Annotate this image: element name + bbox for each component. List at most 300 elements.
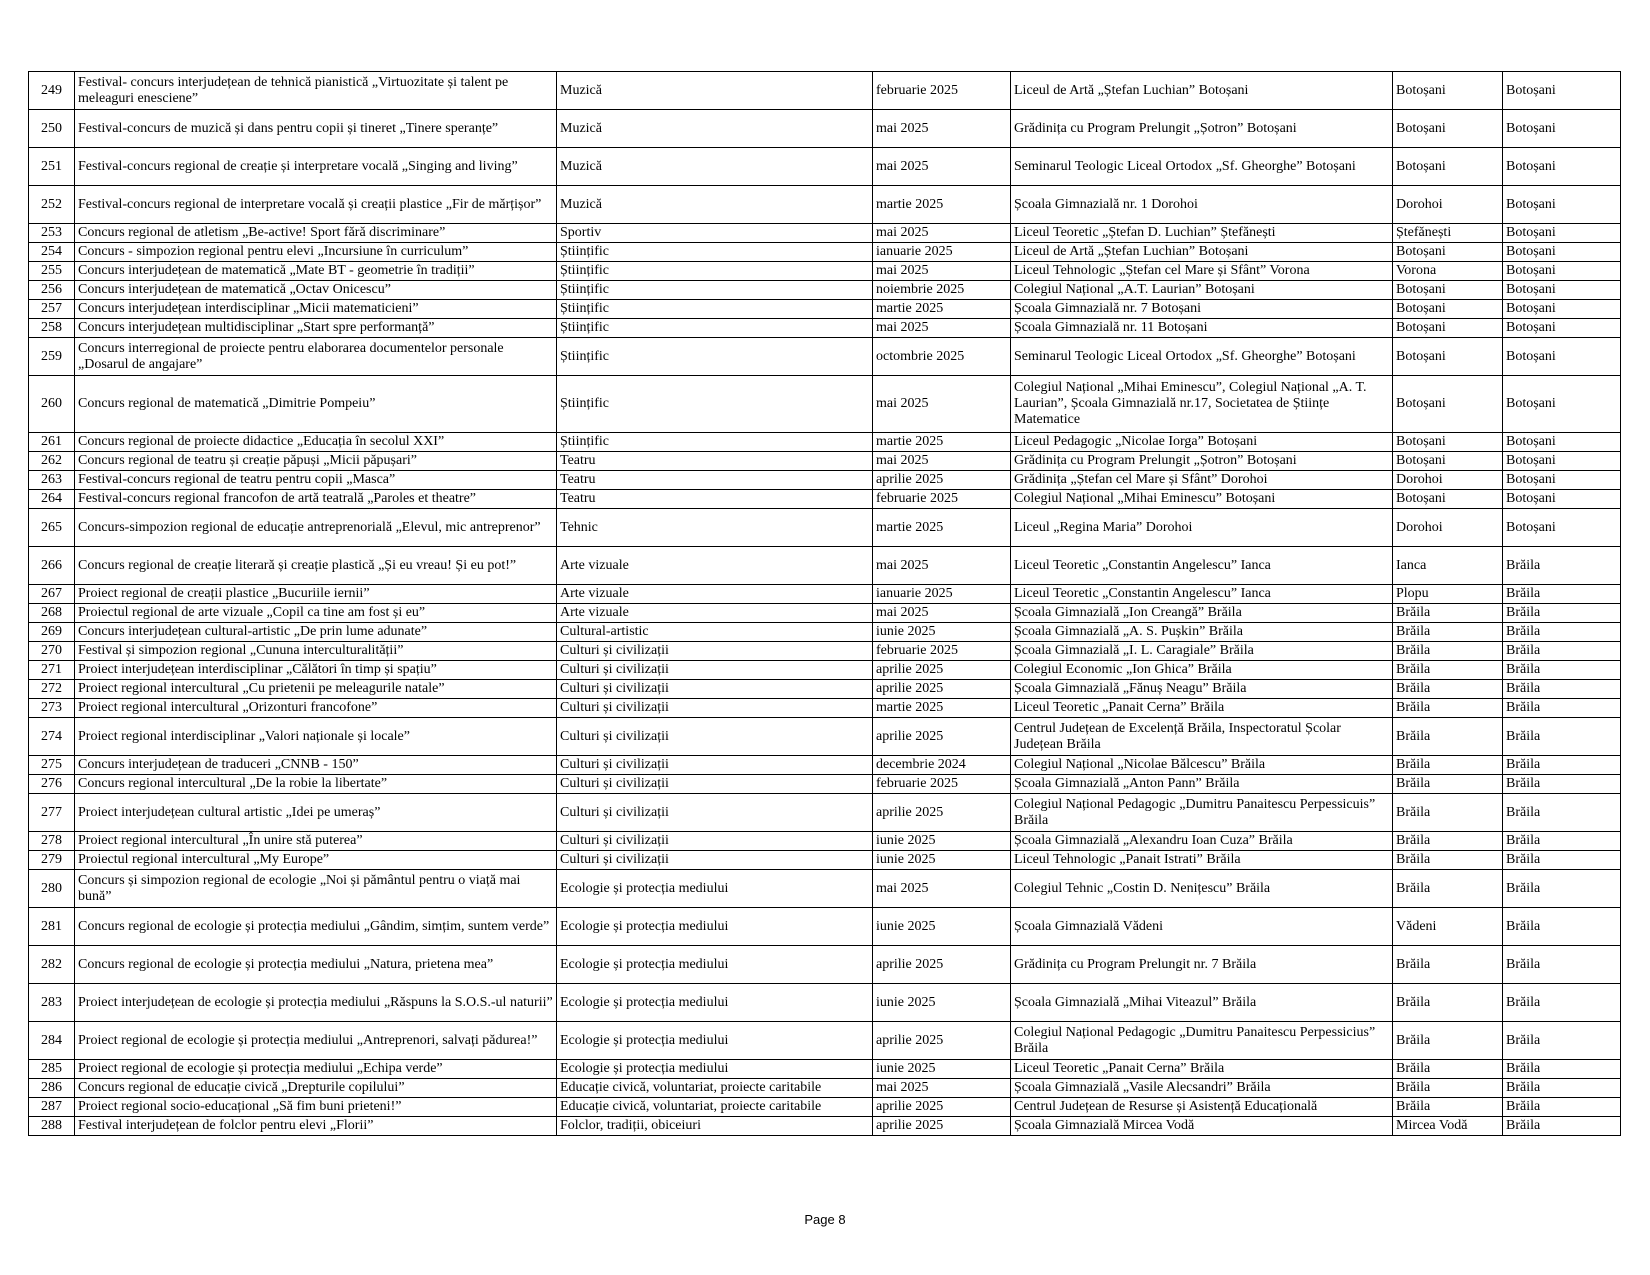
- event-date: mai 2025: [873, 870, 1011, 908]
- event-county: Brăila: [1503, 680, 1621, 699]
- event-county: Botoșani: [1503, 433, 1621, 452]
- event-name: Proiect regional intercultural „Orizonturi francofone”: [75, 699, 557, 718]
- event-name: Proiect interjudețean cultural artistic „Idei pe umeraș”: [75, 794, 557, 832]
- event-organizer: Colegiul Național Pedagogic „Dumitru Panaitescu Perpessicius” Brăila: [1011, 1022, 1393, 1060]
- event-locality: Brăila: [1393, 642, 1503, 661]
- event-name: Concurs regional de matematică „Dimitrie Pompeiu”: [75, 376, 557, 433]
- event-locality: Brăila: [1393, 661, 1503, 680]
- table-row: [29, 547, 1621, 585]
- event-organizer: Școala Gimnazială nr. 1 Dorohoi: [1011, 186, 1393, 224]
- row-number: 282: [29, 946, 75, 984]
- row-number: 262: [29, 452, 75, 471]
- event-name: Concurs interjudețean multidisciplinar „Start spre performanță”: [75, 319, 557, 338]
- event-domain: Teatru: [557, 452, 873, 471]
- table-row: [29, 338, 1621, 376]
- table-row: [29, 1117, 1621, 1136]
- event-organizer: Școala Gimnazială „I. L. Caragiale” Brăila: [1011, 642, 1393, 661]
- event-organizer: Liceul de Artă „Ștefan Luchian” Botoșani: [1011, 72, 1393, 110]
- event-locality: Botoșani: [1393, 281, 1503, 300]
- event-organizer: Școala Gimnazială „Alexandru Ioan Cuza” Brăila: [1011, 832, 1393, 851]
- event-date: ianuarie 2025: [873, 585, 1011, 604]
- event-domain: Culturi și civilizații: [557, 775, 873, 794]
- row-number: 287: [29, 1098, 75, 1117]
- table-row: [29, 262, 1621, 281]
- event-county: Brăila: [1503, 623, 1621, 642]
- event-locality: Botoșani: [1393, 452, 1503, 471]
- event-organizer: Seminarul Teologic Liceal Ortodox „Sf. Gheorghe” Botoșani: [1011, 148, 1393, 186]
- event-organizer: Liceul Teoretic „Constantin Angelescu” Ianca: [1011, 585, 1393, 604]
- event-name: Proiectul regional intercultural „My Europe”: [75, 851, 557, 870]
- event-name: Festival interjudețean de folclor pentru elevi „Florii”: [75, 1117, 557, 1136]
- event-name: Proiect regional interdisciplinar „Valori naționale și locale”: [75, 718, 557, 756]
- event-date: mai 2025: [873, 1079, 1011, 1098]
- event-name: Concurs interjudețean de traduceri „CNNB - 150”: [75, 756, 557, 775]
- row-number: 274: [29, 718, 75, 756]
- event-county: Brăila: [1503, 642, 1621, 661]
- event-county: Brăila: [1503, 1060, 1621, 1079]
- event-county: Botoșani: [1503, 262, 1621, 281]
- event-name: Concurs regional de educație civică „Drepturile copilului”: [75, 1079, 557, 1098]
- event-locality: Brăila: [1393, 1079, 1503, 1098]
- table-row: [29, 642, 1621, 661]
- event-locality: Botoșani: [1393, 110, 1503, 148]
- row-number: 273: [29, 699, 75, 718]
- event-date: februarie 2025: [873, 642, 1011, 661]
- event-organizer: Colegiul Național „Mihai Eminescu”, Colegiul Național „A. T. Laurian”, Școala Gimnazială nr.17, Societatea de Științe Matematice: [1011, 376, 1393, 433]
- events-table-wrapper: [28, 71, 1620, 1136]
- event-county: Botoșani: [1503, 243, 1621, 262]
- event-date: aprilie 2025: [873, 946, 1011, 984]
- table-row: [29, 72, 1621, 110]
- event-locality: Botoșani: [1393, 319, 1503, 338]
- event-domain: Muzică: [557, 148, 873, 186]
- row-number: 271: [29, 661, 75, 680]
- event-name: Festival-concurs de muzică și dans pentru copii și tineret „Tinere speranțe”: [75, 110, 557, 148]
- event-county: Botoșani: [1503, 319, 1621, 338]
- event-locality: Brăila: [1393, 756, 1503, 775]
- row-number: 257: [29, 300, 75, 319]
- event-name: Concurs regional de teatru și creație păpuși „Micii păpușari”: [75, 452, 557, 471]
- event-organizer: Liceul Pedagogic „Nicolae Iorga” Botoșani: [1011, 433, 1393, 452]
- event-county: Brăila: [1503, 1117, 1621, 1136]
- row-number: 270: [29, 642, 75, 661]
- event-domain: Culturi și civilizații: [557, 832, 873, 851]
- event-domain: Științific: [557, 338, 873, 376]
- row-number: 261: [29, 433, 75, 452]
- event-organizer: Școala Gimnazială nr. 11 Botoșani: [1011, 319, 1393, 338]
- event-county: Botoșani: [1503, 338, 1621, 376]
- row-number: 275: [29, 756, 75, 775]
- event-county: Brăila: [1503, 908, 1621, 946]
- event-organizer: Liceul Teoretic „Panait Cerna” Brăila: [1011, 1060, 1393, 1079]
- event-county: Brăila: [1503, 756, 1621, 775]
- event-domain: Arte vizuale: [557, 547, 873, 585]
- table-row: [29, 433, 1621, 452]
- event-date: octombrie 2025: [873, 338, 1011, 376]
- event-locality: Dorohoi: [1393, 186, 1503, 224]
- event-county: Botoșani: [1503, 509, 1621, 547]
- event-domain: Arte vizuale: [557, 585, 873, 604]
- event-date: aprilie 2025: [873, 471, 1011, 490]
- row-number: 268: [29, 604, 75, 623]
- event-name: Concurs regional de atletism „Be-active! Sport fără discriminare”: [75, 224, 557, 243]
- event-name: Concurs regional de proiecte didactice „Educația în secolul XXI”: [75, 433, 557, 452]
- table-row: [29, 585, 1621, 604]
- row-number: 254: [29, 243, 75, 262]
- table-row: [29, 376, 1621, 433]
- event-date: aprilie 2025: [873, 1022, 1011, 1060]
- event-name: Concurs și simpozion regional de ecologie „Noi și pământul pentru o viață mai bună”: [75, 870, 557, 908]
- event-county: Botoșani: [1503, 148, 1621, 186]
- event-domain: Științific: [557, 300, 873, 319]
- event-domain: Științific: [557, 319, 873, 338]
- event-locality: Ștefănești: [1393, 224, 1503, 243]
- event-name: Concurs interjudețean interdisciplinar „Micii matematicieni”: [75, 300, 557, 319]
- row-number: 269: [29, 623, 75, 642]
- row-number: 266: [29, 547, 75, 585]
- row-number: 277: [29, 794, 75, 832]
- event-date: iunie 2025: [873, 908, 1011, 946]
- event-county: Brăila: [1503, 1079, 1621, 1098]
- event-name: Concurs regional intercultural „De la robie la libertate”: [75, 775, 557, 794]
- event-organizer: Centrul Județean de Excelență Brăila, Inspectoratul Școlar Județean Brăila: [1011, 718, 1393, 756]
- event-domain: Științific: [557, 433, 873, 452]
- event-organizer: Școala Gimnazială „Mihai Viteazul” Brăila: [1011, 984, 1393, 1022]
- event-county: Brăila: [1503, 851, 1621, 870]
- event-date: ianuarie 2025: [873, 243, 1011, 262]
- event-domain: Teatru: [557, 490, 873, 509]
- event-locality: Brăila: [1393, 604, 1503, 623]
- table-row: [29, 490, 1621, 509]
- event-date: mai 2025: [873, 376, 1011, 433]
- table-row: [29, 756, 1621, 775]
- event-date: mai 2025: [873, 262, 1011, 281]
- row-number: 272: [29, 680, 75, 699]
- table-row: [29, 699, 1621, 718]
- row-number: 280: [29, 870, 75, 908]
- event-date: mai 2025: [873, 547, 1011, 585]
- event-date: mai 2025: [873, 452, 1011, 471]
- event-domain: Științific: [557, 281, 873, 300]
- event-domain: Ecologie și protecția mediului: [557, 984, 873, 1022]
- event-domain: Muzică: [557, 110, 873, 148]
- row-number: 279: [29, 851, 75, 870]
- table-row: [29, 984, 1621, 1022]
- event-county: Botoșani: [1503, 300, 1621, 319]
- event-date: iunie 2025: [873, 623, 1011, 642]
- event-date: iunie 2025: [873, 1060, 1011, 1079]
- event-name: Proiect interjudețean de ecologie și protecția mediului „Răspuns la S.O.S.-ul naturii”: [75, 984, 557, 1022]
- table-row: [29, 680, 1621, 699]
- event-locality: Brăila: [1393, 1060, 1503, 1079]
- event-date: aprilie 2025: [873, 1098, 1011, 1117]
- event-organizer: Colegiul Național „Nicolae Bălcescu” Brăila: [1011, 756, 1393, 775]
- event-locality: Brăila: [1393, 699, 1503, 718]
- event-county: Botoșani: [1503, 490, 1621, 509]
- event-locality: Mircea Vodă: [1393, 1117, 1503, 1136]
- event-domain: Educație civică, voluntariat, proiecte caritabile: [557, 1098, 873, 1117]
- table-row: [29, 1060, 1621, 1079]
- event-county: Botoșani: [1503, 281, 1621, 300]
- event-organizer: Școala Gimnazială „Ion Creangă” Brăila: [1011, 604, 1393, 623]
- event-locality: Botoșani: [1393, 338, 1503, 376]
- row-number: 252: [29, 186, 75, 224]
- event-locality: Botoșani: [1393, 243, 1503, 262]
- event-domain: Culturi și civilizații: [557, 756, 873, 775]
- event-date: aprilie 2025: [873, 661, 1011, 680]
- event-date: iunie 2025: [873, 832, 1011, 851]
- event-organizer: Școala Gimnazială „Fănuș Neagu” Brăila: [1011, 680, 1393, 699]
- event-organizer: Liceul Teoretic „Constantin Angelescu” Ianca: [1011, 547, 1393, 585]
- event-locality: Botoșani: [1393, 300, 1503, 319]
- event-organizer: Colegiul Tehnic „Costin D. Nenițescu” Brăila: [1011, 870, 1393, 908]
- event-domain: Culturi și civilizații: [557, 680, 873, 699]
- event-county: Botoșani: [1503, 186, 1621, 224]
- event-date: martie 2025: [873, 433, 1011, 452]
- event-locality: Brăila: [1393, 680, 1503, 699]
- event-date: martie 2025: [873, 186, 1011, 224]
- event-county: Brăila: [1503, 1098, 1621, 1117]
- table-row: [29, 832, 1621, 851]
- table-row: [29, 1022, 1621, 1060]
- event-organizer: Școala Gimnazială „Vasile Alecsandri” Brăila: [1011, 1079, 1393, 1098]
- event-locality: Botoșani: [1393, 148, 1503, 186]
- event-county: Botoșani: [1503, 471, 1621, 490]
- event-domain: Cultural-artistic: [557, 623, 873, 642]
- event-organizer: Seminarul Teologic Liceal Ortodox „Sf. Gheorghe” Botoșani: [1011, 338, 1393, 376]
- event-county: Botoșani: [1503, 72, 1621, 110]
- event-name: Proiect regional intercultural „În unire stă puterea”: [75, 832, 557, 851]
- event-date: martie 2025: [873, 509, 1011, 547]
- event-county: Botoșani: [1503, 110, 1621, 148]
- table-row: [29, 509, 1621, 547]
- row-number: 250: [29, 110, 75, 148]
- event-locality: Dorohoi: [1393, 509, 1503, 547]
- table-row: [29, 718, 1621, 756]
- event-domain: Arte vizuale: [557, 604, 873, 623]
- event-domain: Teatru: [557, 471, 873, 490]
- event-name: Concurs interregional de proiecte pentru elaborarea documentelor personale „Dosarul de angajare”: [75, 338, 557, 376]
- event-name: Festival-concurs regional francofon de artă teatrală „Paroles et theatre”: [75, 490, 557, 509]
- event-county: Brăila: [1503, 794, 1621, 832]
- event-date: iunie 2025: [873, 851, 1011, 870]
- event-county: Brăila: [1503, 984, 1621, 1022]
- event-locality: Brăila: [1393, 1098, 1503, 1117]
- row-number: 260: [29, 376, 75, 433]
- events-table: [28, 71, 1621, 1136]
- event-county: Brăila: [1503, 775, 1621, 794]
- row-number: 278: [29, 832, 75, 851]
- event-domain: Științific: [557, 376, 873, 433]
- table-row: [29, 148, 1621, 186]
- event-organizer: Grădinița cu Program Prelungit „Șotron” Botoșani: [1011, 452, 1393, 471]
- table-row: [29, 794, 1621, 832]
- table-row: [29, 1079, 1621, 1098]
- event-locality: Plopu: [1393, 585, 1503, 604]
- event-locality: Brăila: [1393, 623, 1503, 642]
- row-number: 288: [29, 1117, 75, 1136]
- row-number: 258: [29, 319, 75, 338]
- row-number: 263: [29, 471, 75, 490]
- table-row: [29, 661, 1621, 680]
- event-domain: Culturi și civilizații: [557, 718, 873, 756]
- event-locality: Dorohoi: [1393, 471, 1503, 490]
- event-date: mai 2025: [873, 604, 1011, 623]
- event-date: aprilie 2025: [873, 718, 1011, 756]
- event-name: Proiect regional de ecologie și protecția mediului „Echipa verde”: [75, 1060, 557, 1079]
- event-name: Proiect regional socio-educațional „Să fim buni prieteni!”: [75, 1098, 557, 1117]
- event-date: aprilie 2025: [873, 680, 1011, 699]
- event-domain: Științific: [557, 262, 873, 281]
- event-organizer: Colegiul Național Pedagogic „Dumitru Panaitescu Perpessicuis” Brăila: [1011, 794, 1393, 832]
- event-organizer: Liceul Teoretic „Panait Cerna” Brăila: [1011, 699, 1393, 718]
- event-organizer: Liceul Teoretic „Ștefan D. Luchian” Ștefănești: [1011, 224, 1393, 243]
- event-locality: Brăila: [1393, 870, 1503, 908]
- event-locality: Brăila: [1393, 984, 1503, 1022]
- event-organizer: Colegiul Economic „Ion Ghica” Brăila: [1011, 661, 1393, 680]
- event-date: iunie 2025: [873, 984, 1011, 1022]
- table-row: [29, 623, 1621, 642]
- table-row: [29, 243, 1621, 262]
- event-domain: Culturi și civilizații: [557, 661, 873, 680]
- event-organizer: Liceul de Artă „Ștefan Luchian” Botoșani: [1011, 243, 1393, 262]
- event-name: Proiect regional intercultural „Cu prietenii pe meleagurile natale”: [75, 680, 557, 699]
- event-domain: Muzică: [557, 72, 873, 110]
- event-county: Brăila: [1503, 661, 1621, 680]
- event-locality: Vădeni: [1393, 908, 1503, 946]
- table-row: [29, 300, 1621, 319]
- event-domain: Ecologie și protecția mediului: [557, 908, 873, 946]
- table-row: [29, 1098, 1621, 1117]
- event-date: noiembrie 2025: [873, 281, 1011, 300]
- event-domain: Culturi și civilizații: [557, 699, 873, 718]
- event-name: Concurs regional de creație literară și creație plastică „Și eu vreau! Și eu pot!”: [75, 547, 557, 585]
- event-organizer: Liceul „Regina Maria” Dorohoi: [1011, 509, 1393, 547]
- row-number: 286: [29, 1079, 75, 1098]
- event-locality: Vorona: [1393, 262, 1503, 281]
- table-row: [29, 452, 1621, 471]
- row-number: 284: [29, 1022, 75, 1060]
- event-organizer: Școala Gimnazială „Anton Pann” Brăila: [1011, 775, 1393, 794]
- event-name: Concurs interjudețean de matematică „Octav Onicescu”: [75, 281, 557, 300]
- event-domain: Culturi și civilizații: [557, 794, 873, 832]
- row-number: 264: [29, 490, 75, 509]
- table-row: [29, 224, 1621, 243]
- event-organizer: Școala Gimnazială Vădeni: [1011, 908, 1393, 946]
- event-locality: Brăila: [1393, 794, 1503, 832]
- event-organizer: Liceul Tehnologic „Panait Istrati” Brăila: [1011, 851, 1393, 870]
- event-name: Proiect regional de creații plastice „Bucuriile iernii”: [75, 585, 557, 604]
- event-county: Brăila: [1503, 547, 1621, 585]
- event-domain: Folclor, tradiții, obiceiuri: [557, 1117, 873, 1136]
- row-number: 256: [29, 281, 75, 300]
- event-county: Brăila: [1503, 1022, 1621, 1060]
- event-organizer: Colegiul Național „A.T. Laurian” Botoșani: [1011, 281, 1393, 300]
- event-organizer: Liceul Tehnologic „Ștefan cel Mare și Sfânt” Vorona: [1011, 262, 1393, 281]
- event-name: Concurs regional de ecologie și protecția mediului „Natura, prietena mea”: [75, 946, 557, 984]
- table-row: [29, 908, 1621, 946]
- event-date: martie 2025: [873, 699, 1011, 718]
- event-organizer: Școala Gimnazială „A. S. Pușkin” Brăila: [1011, 623, 1393, 642]
- event-locality: Brăila: [1393, 946, 1503, 984]
- event-name: Concurs regional de ecologie și protecția mediului „Gândim, simțim, suntem verde”: [75, 908, 557, 946]
- event-name: Festival- concurs interjudețean de tehnică pianistică „Virtuozitate și talent pe meleaguri enesciene”: [75, 72, 557, 110]
- table-row: [29, 775, 1621, 794]
- event-domain: Culturi și civilizații: [557, 851, 873, 870]
- row-number: 281: [29, 908, 75, 946]
- event-locality: Brăila: [1393, 832, 1503, 851]
- event-date: aprilie 2025: [873, 1117, 1011, 1136]
- event-organizer: Grădinița „Ștefan cel Mare și Sfânt” Dorohoi: [1011, 471, 1393, 490]
- event-domain: Sportiv: [557, 224, 873, 243]
- event-domain: Ecologie și protecția mediului: [557, 1022, 873, 1060]
- event-date: februarie 2025: [873, 775, 1011, 794]
- table-row: [29, 471, 1621, 490]
- table-row: [29, 110, 1621, 148]
- event-locality: Botoșani: [1393, 376, 1503, 433]
- event-county: Botoșani: [1503, 224, 1621, 243]
- table-body: [29, 72, 1621, 1136]
- event-county: Brăila: [1503, 699, 1621, 718]
- event-domain: Educație civică, voluntariat, proiecte caritabile: [557, 1079, 873, 1098]
- event-name: Concurs - simpozion regional pentru elevi „Incursiune în curriculum”: [75, 243, 557, 262]
- event-name: Concurs interjudețean cultural-artistic „De prin lume adunate”: [75, 623, 557, 642]
- table-row: [29, 870, 1621, 908]
- event-county: Brăila: [1503, 604, 1621, 623]
- event-locality: Brăila: [1393, 718, 1503, 756]
- event-locality: Brăila: [1393, 851, 1503, 870]
- event-date: mai 2025: [873, 319, 1011, 338]
- event-name: Proiectul regional de arte vizuale „Copil ca tine am fost și eu”: [75, 604, 557, 623]
- event-name: Festival-concurs regional de creație și interpretare vocală „Singing and living”: [75, 148, 557, 186]
- row-number: 283: [29, 984, 75, 1022]
- event-name: Proiect regional de ecologie și protecția mediului „Antreprenori, salvați pădurea!”: [75, 1022, 557, 1060]
- table-row: [29, 281, 1621, 300]
- row-number: 276: [29, 775, 75, 794]
- event-organizer: Grădinița cu Program Prelungit „Șotron” Botoșani: [1011, 110, 1393, 148]
- event-name: Proiect interjudețean interdisciplinar „Călători în timp și spațiu”: [75, 661, 557, 680]
- row-number: 251: [29, 148, 75, 186]
- event-name: Concurs interjudețean de matematică „Mate BT - geometrie în tradiții”: [75, 262, 557, 281]
- row-number: 267: [29, 585, 75, 604]
- event-domain: Culturi și civilizații: [557, 642, 873, 661]
- event-name: Festival și simpozion regional „Cununa interculturalității”: [75, 642, 557, 661]
- event-domain: Ecologie și protecția mediului: [557, 1060, 873, 1079]
- event-name: Concurs-simpozion regional de educație antreprenorială „Elevul, mic antreprenor”: [75, 509, 557, 547]
- page-number: Page 8: [804, 1212, 846, 1227]
- event-name: Festival-concurs regional de teatru pentru copii „Masca”: [75, 471, 557, 490]
- row-number: 253: [29, 224, 75, 243]
- event-organizer: Centrul Județean de Resurse și Asistență Educațională: [1011, 1098, 1393, 1117]
- event-county: Brăila: [1503, 946, 1621, 984]
- row-number: 255: [29, 262, 75, 281]
- table-row: [29, 851, 1621, 870]
- event-date: aprilie 2025: [873, 794, 1011, 832]
- event-locality: Brăila: [1393, 1022, 1503, 1060]
- event-locality: Brăila: [1393, 775, 1503, 794]
- event-date: mai 2025: [873, 224, 1011, 243]
- event-domain: Muzică: [557, 186, 873, 224]
- event-name: Festival-concurs regional de interpretare vocală și creații plastice „Fir de mărțișor”: [75, 186, 557, 224]
- row-number: 259: [29, 338, 75, 376]
- table-row: [29, 186, 1621, 224]
- event-county: Brăila: [1503, 870, 1621, 908]
- table-row: [29, 319, 1621, 338]
- event-date: februarie 2025: [873, 72, 1011, 110]
- event-domain: Ecologie și protecția mediului: [557, 946, 873, 984]
- row-number: 249: [29, 72, 75, 110]
- event-date: mai 2025: [873, 148, 1011, 186]
